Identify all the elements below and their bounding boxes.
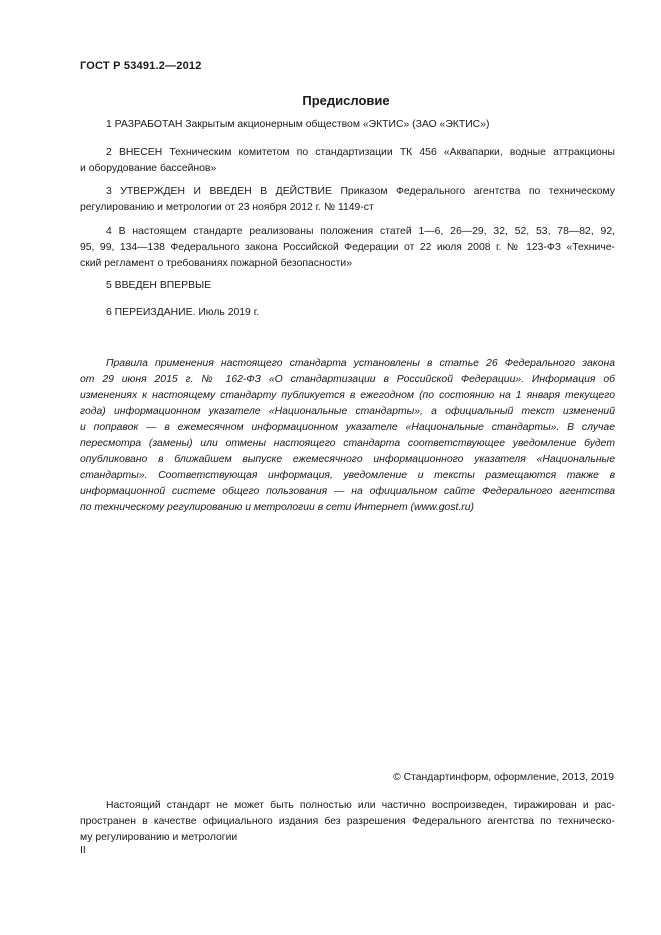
reproduction-line: пространен в качестве официального издания без разрешения Федерального агентства по техническо- bbox=[80, 816, 615, 827]
notice-line: пересмотра (замены) или отмены настоящего стандарта соответствующее уведомление будет bbox=[80, 438, 615, 449]
item-2-line-2: и оборудование бассейнов» bbox=[80, 163, 217, 174]
notice-line: стандарты». Соответствующая информация, уведомление и тексты размещаются также в bbox=[80, 470, 615, 481]
page-title: Предисловие bbox=[302, 93, 390, 108]
item-1-line-1: 1 РАЗРАБОТАН Закрытым акционерным обществом «ЭКТИС» (ЗАО «ЭКТИС») bbox=[106, 119, 490, 130]
notice-line: опубликовано в ближайшем выпуске ежемесячного информационного указателя «Национальные bbox=[80, 454, 615, 465]
item-3-line-2: регулированию и метрологии от 23 ноября 2012 г. № 1149-ст bbox=[80, 202, 374, 213]
foreword-item-6 bbox=[80, 305, 615, 321]
item-3-line-1: 3 УТВЕРЖДЕН И ВВЕДЕН В ДЕЙСТВИЕ Приказом Федерального агентства по техническому bbox=[106, 186, 615, 197]
standard-application-notice bbox=[80, 356, 615, 516]
page-number: II bbox=[80, 845, 86, 856]
copyright-notice: © Стандартинформ, оформление, 2013, 2019 bbox=[393, 772, 614, 783]
item-5-line-1: 5 ВВЕДЕН ВПЕРВЫЕ bbox=[106, 280, 212, 291]
notice-line: изменениях к настоящему стандарту публикуется в ежегодном (по состоянию на 1 января текущего bbox=[80, 390, 615, 401]
reproduction-line: му регулированию и метрологии bbox=[80, 832, 238, 843]
item-6-line-1: 6 ПЕРЕИЗДАНИЕ. Июль 2019 г. bbox=[106, 307, 260, 318]
item-4-line-1: 4 В настоящем стандарте реализованы положения статей 1—6, 26—29, 32, 52, 53, 78—82, 92, bbox=[106, 226, 615, 237]
item-4-line-3: ский регламент о требованиях пожарной безопасности» bbox=[80, 258, 353, 269]
notice-line: года) информационном указателе «Национальные стандарты», а официальный текст изменений bbox=[80, 406, 615, 417]
notice-line: от 29 июня 2015 г. № 162-ФЗ «О стандартизации в Российской Федерации». Информация об bbox=[80, 374, 615, 385]
foreword-item-2 bbox=[80, 145, 615, 177]
notice-line: Правила применения настоящего стандарта установлены в статье 26 Федерального закона bbox=[106, 358, 615, 369]
notice-line: информационной системе общего пользования — на официальном сайте Федерального агентства bbox=[80, 486, 615, 497]
item-2-line-1: 2 ВНЕСЕН Техническим комитетом по стандартизации ТК 456 «Аквапарки, водные аттракционы bbox=[106, 147, 615, 158]
foreword-item-3 bbox=[80, 184, 615, 216]
notice-line: и поправок — в ежемесячном информационном указателе «Национальные стандарты». В случае bbox=[80, 422, 615, 433]
foreword-item-5 bbox=[80, 278, 615, 294]
foreword-item-1 bbox=[80, 117, 615, 133]
reproduction-line: Настоящий стандарт не может быть полностью или частично воспроизведен, тиражирован и рас- bbox=[106, 800, 615, 811]
foreword-item-4 bbox=[80, 224, 615, 272]
document-code: ГОСТ Р 53491.2—2012 bbox=[80, 60, 202, 72]
reproduction-notice bbox=[80, 798, 615, 846]
notice-line: по техническому регулированию и метрологии в сети Интернет (www.gost.ru) bbox=[80, 502, 474, 513]
item-4-line-2: 95, 99, 134—138 Федерального закона Российской Федерации от 22 июля 2008 г. № 123-ФЗ «Техниче- bbox=[80, 242, 615, 253]
